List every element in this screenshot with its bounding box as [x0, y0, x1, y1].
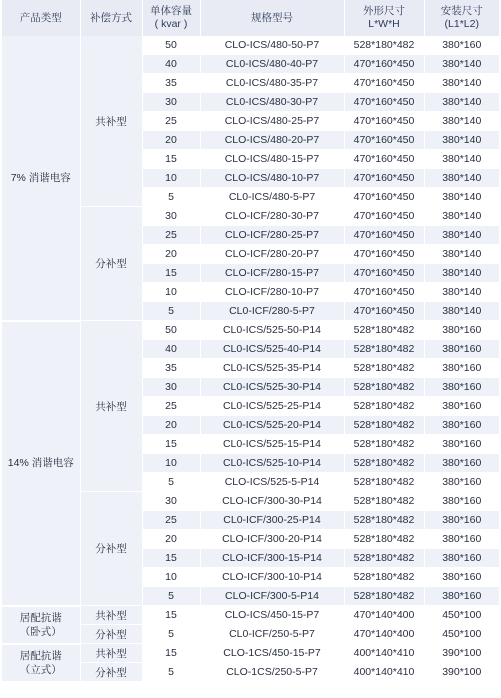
- mount-size-cell: 380*160: [424, 530, 499, 549]
- model-cell: CL0-ICS/480-30-P7: [200, 93, 344, 112]
- mount-size-cell: 380*160: [424, 454, 499, 473]
- compensation-mode-cell: 共补型: [80, 321, 142, 492]
- mount-size-cell: 380*140: [424, 264, 499, 283]
- model-cell: CLO-ICS/525-5-P14: [200, 473, 344, 492]
- model-cell: CL0-ICS/525-50-P14: [200, 321, 344, 340]
- capacity-cell: 10: [142, 568, 200, 587]
- outer-size-cell: 528*180*482: [344, 378, 424, 397]
- model-cell: CLO-ICF/300-5-P14: [200, 587, 344, 606]
- mount-size-cell: 380*160: [424, 397, 499, 416]
- model-cell: CL0-ICS/525-35-P14: [200, 359, 344, 378]
- product-type-cell: 7% 消谐电容: [2, 36, 80, 321]
- model-cell: CLO-ICF/280-15-P7: [200, 264, 344, 283]
- model-cell: CLO-ICF/280-10-P7: [200, 283, 344, 302]
- capacity-cell: 20: [142, 245, 200, 264]
- model-cell: CL0-ICS/525-30-P14: [200, 378, 344, 397]
- header-compensation-mode: 补偿方式: [80, 0, 142, 36]
- capacity-cell: 25: [142, 112, 200, 131]
- model-cell: CLO-ICF/300-15-P14: [200, 549, 344, 568]
- model-cell: CL0-ICS/480-5-P7: [200, 188, 344, 207]
- compensation-mode-cell: 分补型: [80, 492, 142, 606]
- mount-size-cell: 380*140: [424, 207, 499, 226]
- mount-size-cell: 380*140: [424, 55, 499, 74]
- table-row: [2, 606, 499, 625]
- product-type-cell: 居配抗谐 （卧式）: [2, 606, 80, 644]
- mount-size-cell: 380*160: [424, 378, 499, 397]
- capacity-cell: 40: [142, 340, 200, 359]
- model-cell: CL0-ICF/250-5-P7: [200, 625, 344, 644]
- capacity-cell: 20: [142, 131, 200, 150]
- outer-size-cell: 528*180*482: [344, 416, 424, 435]
- capacity-cell: 20: [142, 416, 200, 435]
- capacity-cell: 15: [142, 549, 200, 568]
- mount-size-cell: 380*140: [424, 74, 499, 93]
- model-cell: CLO-ICF/300-20-P14: [200, 530, 344, 549]
- outer-size-cell: 470*160*450: [344, 150, 424, 169]
- model-cell: CL0-ICF/280-5-P7: [200, 302, 344, 321]
- outer-size-cell: 528*180*482: [344, 36, 424, 55]
- table-row: [2, 644, 499, 663]
- model-cell: CLO-ICS/450-15-P7: [200, 606, 344, 625]
- mount-size-cell: 380*140: [424, 245, 499, 264]
- outer-size-cell: 528*180*482: [344, 549, 424, 568]
- mount-size-cell: 390*100: [424, 644, 499, 663]
- outer-size-cell: 528*180*482: [344, 359, 424, 378]
- mount-size-cell: 380*160: [424, 549, 499, 568]
- mount-size-cell: 380*140: [424, 283, 499, 302]
- model-cell: CLO-ICS/480-25-P7: [200, 112, 344, 131]
- capacity-cell: 15: [142, 150, 200, 169]
- model-cell: CLO-ICF/280-20-P7: [200, 245, 344, 264]
- outer-size-cell: 470*160*450: [344, 283, 424, 302]
- capacity-cell: 50: [142, 321, 200, 340]
- mount-size-cell: 380*140: [424, 188, 499, 207]
- model-cell: CL0-ICF/300-25-P14: [200, 511, 344, 530]
- model-cell: CLO-ICF/300-30-P14: [200, 492, 344, 511]
- mount-size-cell: 380*160: [424, 36, 499, 55]
- outer-size-cell: 528*180*482: [344, 397, 424, 416]
- outer-size-cell: 528*180*482: [344, 530, 424, 549]
- header-mount-size: 安装尺寸 (L1*L2): [424, 0, 499, 36]
- compensation-mode-cell: 分补型: [80, 625, 142, 644]
- capacity-cell: 35: [142, 359, 200, 378]
- mount-size-cell: 380*140: [424, 93, 499, 112]
- mount-size-cell: 380*160: [424, 568, 499, 587]
- capacity-cell: 30: [142, 93, 200, 112]
- model-cell: CL0-ICS/480-40-P7: [200, 55, 344, 74]
- compensation-mode-cell: 分补型: [80, 207, 142, 321]
- capacity-cell: 5: [142, 625, 200, 644]
- model-cell: CLO-ICS/480-20-P7: [200, 131, 344, 150]
- outer-size-cell: 470*140*400: [344, 625, 424, 644]
- model-cell: CLO-ICS/480-15-P7: [200, 150, 344, 169]
- model-cell: CLO-ICF/280-25-P7: [200, 226, 344, 245]
- mount-size-cell: 380*160: [424, 321, 499, 340]
- mount-size-cell: 380*140: [424, 150, 499, 169]
- product-type-cell: 居配抗谐 （立式）: [2, 644, 80, 682]
- product-type-cell: 14% 消谐电容: [2, 321, 80, 606]
- table-body: [2, 36, 499, 682]
- table-row: [2, 321, 499, 340]
- capacity-cell: 25: [142, 397, 200, 416]
- outer-size-cell: 528*180*482: [344, 435, 424, 454]
- outer-size-cell: 470*160*450: [344, 226, 424, 245]
- model-cell: CL0-ICS/525-25-P14: [200, 397, 344, 416]
- mount-size-cell: 380*160: [424, 340, 499, 359]
- mount-size-cell: 380*160: [424, 587, 499, 606]
- mount-size-cell: 380*160: [424, 511, 499, 530]
- capacity-cell: 30: [142, 207, 200, 226]
- mount-size-cell: 380*160: [424, 492, 499, 511]
- mount-size-cell: 380*140: [424, 169, 499, 188]
- mount-size-cell: 380*160: [424, 435, 499, 454]
- mount-size-cell: 380*140: [424, 302, 499, 321]
- header-outer-size: 外形尺寸 L*W*H: [344, 0, 424, 36]
- capacity-cell: 25: [142, 511, 200, 530]
- header-unit-capacity: 单体容量 ( kvar ): [142, 0, 200, 36]
- outer-size-cell: 470*160*450: [344, 93, 424, 112]
- mount-size-cell: 380*160: [424, 359, 499, 378]
- model-cell: CLO-ICF/300-10-P14: [200, 568, 344, 587]
- compensation-mode-cell: 共补型: [80, 606, 142, 625]
- model-cell: CL0-ICS/480-35-P7: [200, 74, 344, 93]
- header-product-type: 产品类型: [2, 0, 80, 36]
- header-model: 规格型号: [200, 0, 344, 36]
- mount-size-cell: 390*100: [424, 663, 499, 682]
- capacity-cell: 5: [142, 473, 200, 492]
- outer-size-cell: 528*180*482: [344, 473, 424, 492]
- outer-size-cell: 470*160*450: [344, 207, 424, 226]
- outer-size-cell: 528*180*482: [344, 492, 424, 511]
- capacity-cell: 15: [142, 606, 200, 625]
- outer-size-cell: 528*180*482: [344, 340, 424, 359]
- capacitor-spec-table: [2, 0, 499, 683]
- capacity-cell: 50: [142, 36, 200, 55]
- model-cell: CL0-ICS/525-20-P14: [200, 416, 344, 435]
- table-row: [2, 36, 499, 55]
- mount-size-cell: 380*160: [424, 473, 499, 492]
- outer-size-cell: 470*160*450: [344, 112, 424, 131]
- outer-size-cell: 470*160*450: [344, 131, 424, 150]
- capacity-cell: 5: [142, 302, 200, 321]
- outer-size-cell: 400*140*410: [344, 663, 424, 682]
- mount-size-cell: 380*140: [424, 131, 499, 150]
- model-cell: CL0-ICS/525-40-P14: [200, 340, 344, 359]
- mount-size-cell: 380*160: [424, 416, 499, 435]
- capacity-cell: 15: [142, 644, 200, 663]
- mount-size-cell: 380*140: [424, 226, 499, 245]
- outer-size-cell: 528*180*482: [344, 587, 424, 606]
- outer-size-cell: 470*160*450: [344, 245, 424, 264]
- outer-size-cell: 528*180*482: [344, 568, 424, 587]
- capacity-cell: 5: [142, 188, 200, 207]
- outer-size-cell: 470*160*450: [344, 188, 424, 207]
- model-cell: CLO-1CS/250-5-P7: [200, 663, 344, 682]
- capacity-cell: 35: [142, 74, 200, 93]
- capacity-cell: 5: [142, 663, 200, 682]
- model-cell: CL0-ICS/525-10-P14: [200, 454, 344, 473]
- capacity-cell: 5: [142, 587, 200, 606]
- model-cell: CLO-ICS/480-10-P7: [200, 169, 344, 188]
- compensation-mode-cell: 共补型: [80, 36, 142, 207]
- spec-table-container: [2, 0, 499, 683]
- model-cell: CL0-ICS/525-15-P14: [200, 435, 344, 454]
- outer-size-cell: 470*160*450: [344, 55, 424, 74]
- compensation-mode-cell: 共补型: [80, 644, 142, 663]
- capacity-cell: 10: [142, 283, 200, 302]
- outer-size-cell: 528*180*482: [344, 321, 424, 340]
- capacity-cell: 25: [142, 226, 200, 245]
- model-cell: CLO-ICS/480-50-P7: [200, 36, 344, 55]
- model-cell: CLO-ICF/280-30-P7: [200, 207, 344, 226]
- capacity-cell: 10: [142, 169, 200, 188]
- mount-size-cell: 450*100: [424, 606, 499, 625]
- outer-size-cell: 470*140*400: [344, 606, 424, 625]
- outer-size-cell: 470*160*450: [344, 264, 424, 283]
- mount-size-cell: 380*140: [424, 112, 499, 131]
- capacity-cell: 30: [142, 378, 200, 397]
- outer-size-cell: 528*180*482: [344, 454, 424, 473]
- capacity-cell: 15: [142, 435, 200, 454]
- capacity-cell: 30: [142, 492, 200, 511]
- outer-size-cell: 528*180*482: [344, 511, 424, 530]
- outer-size-cell: 400*140*410: [344, 644, 424, 663]
- capacity-cell: 15: [142, 264, 200, 283]
- capacity-cell: 20: [142, 530, 200, 549]
- table-header-row: [2, 0, 499, 36]
- mount-size-cell: 450*100: [424, 625, 499, 644]
- capacity-cell: 10: [142, 454, 200, 473]
- outer-size-cell: 470*160*450: [344, 169, 424, 188]
- outer-size-cell: 470*160*450: [344, 302, 424, 321]
- capacity-cell: 40: [142, 55, 200, 74]
- model-cell: CLO-1CS/450-15-P7: [200, 644, 344, 663]
- outer-size-cell: 470*160*450: [344, 74, 424, 93]
- compensation-mode-cell: 分补型: [80, 663, 142, 682]
